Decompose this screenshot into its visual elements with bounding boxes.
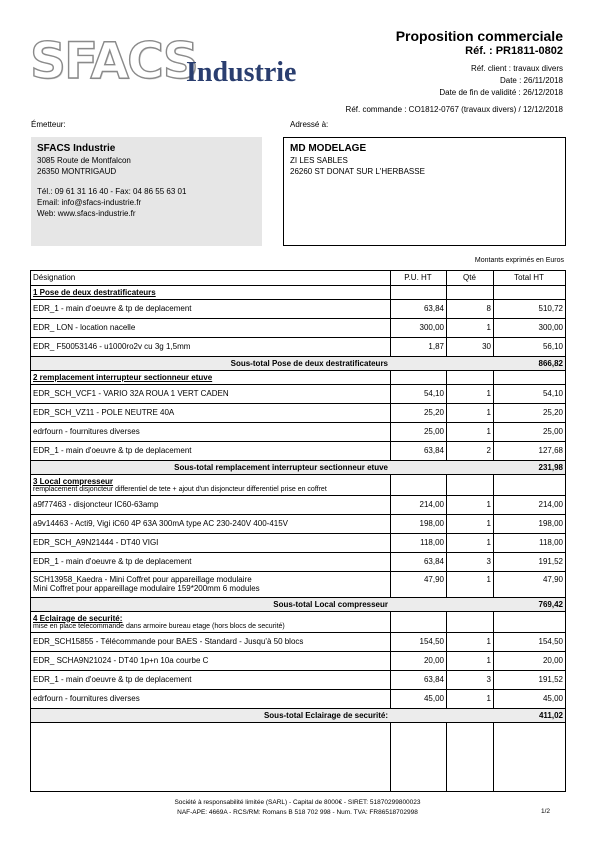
section-title: 3 Local compresseur [33,476,114,486]
section-heading-row [31,611,565,632]
item-quantity: 8 [446,299,493,318]
subtotal-label: Sous-total Eclairage de securité: [31,708,390,722]
item-total: 300,00 [493,318,565,337]
subtotal-row [31,708,565,722]
subtotal-value: 866,82 [493,356,565,370]
table-row [31,318,565,337]
table-header-row [31,271,565,285]
section-title: 2 remplacement interrupteur sectionneur etuve [31,370,390,384]
item-designation: EDR_SCH_VZ11 - POLE NEUTRE 40A [31,403,390,422]
subtotal-label: Sous-total remplacement interrupteur sectionneur etuve [31,460,390,474]
item-unit-price: 198,00 [390,514,446,533]
section-title: 1 Pose de deux destratificateurs [31,285,390,299]
item-designation: edrfourn - fournitures diverses [31,422,390,441]
validity-date: Date de fin de validité : 26/12/2018 [439,88,563,97]
document-header [243,28,563,116]
items-table [30,270,566,792]
item-total: 20,00 [493,651,565,670]
item-unit-price: 63,84 [390,299,446,318]
item-unit-price: 63,84 [390,670,446,689]
recipient-address-line: ZI LES SABLES [290,156,348,165]
item-designation: EDR_SCH15855 - Télécommande pour BAES - Standard - Jusqu'à 50 blocs [31,632,390,651]
item-designation: EDR_ LON - location nacelle [31,318,390,337]
item-designation: EDR_1 - main d'oeuvre & tp de deplacement [31,552,390,571]
header-quantity: Qté [446,271,493,285]
table-row [31,422,565,441]
item-unit-price: 118,00 [390,533,446,552]
item-designation-detail: Mini Coffret pour appareillage modulaire 159*200mm 6 modules [33,584,260,593]
table-row [31,571,565,597]
section-title: 4 Eclairage de securité: [33,613,123,623]
item-quantity: 1 [446,403,493,422]
item-designation: EDR_SCH_VCF1 - VARIO 32A ROUA 1 VERT CADEN [31,384,390,403]
header-unit-price: P.U. HT [390,271,446,285]
item-total: 191,52 [493,552,565,571]
emitter-address-line: 26350 MONTRIGAUD [37,167,117,176]
table-row [31,533,565,552]
item-designation: a9v14463 - Acti9, Vigi iC60 4P 63A 300mA type AC 230-240V 400-415V [31,514,390,533]
item-designation: EDR_1 - main d'oeuvre & tp de deplacement [31,299,390,318]
emitter-phone: Tél.: 09 61 31 16 40 - Fax: 04 86 55 63 01 [37,187,187,196]
item-total: 198,00 [493,514,565,533]
section-heading-row [31,474,565,495]
item-total: 25,00 [493,422,565,441]
header-designation: Désignation [31,271,390,285]
logo-sub-text: Industrie [186,57,297,88]
item-quantity: 1 [446,318,493,337]
header-total: Total HT [493,271,565,285]
recipient-address-line: 26260 ST DONAT SUR L'HERBASSE [290,167,425,176]
footer-line: NAF-APE: 4669A - RCS/RM: Romans B 518 702 998 - Num. TVA: FR86518702998 [177,809,418,816]
item-total: 25,20 [493,403,565,422]
emitter-box [31,137,262,246]
item-total: 510,72 [493,299,565,318]
item-designation: EDR_1 - main d'oeuvre & tp de deplacement [31,670,390,689]
section-heading-row [31,370,565,384]
item-quantity: 1 [446,533,493,552]
item-unit-price: 25,00 [390,422,446,441]
item-quantity: 1 [446,632,493,651]
section-heading-row [31,285,565,299]
emitter-email: Email: info@sfacs-industrie.fr [37,198,142,207]
currency-note: Montants exprimés en Euros [474,257,564,264]
item-unit-price: 25,20 [390,403,446,422]
recipient-label: Adressé à: [290,120,329,129]
document-date: Date : 26/11/2018 [499,76,563,85]
table-row [31,651,565,670]
page-number: 1/2 [540,808,550,815]
section-note: mise en place telecommande dans armoire bureau etage (hors blocs de securité) [33,622,285,630]
table-row [31,514,565,533]
legal-footer [0,798,595,818]
emitter-name: SFACS Industrie [37,143,116,154]
item-unit-price: 45,00 [390,689,446,708]
item-quantity: 1 [446,384,493,403]
item-total: 154,50 [493,632,565,651]
document-reference: Réf. : PR1811-0802 [465,45,563,57]
recipient-box [283,137,566,246]
subtotal-value: 411,02 [493,708,565,722]
client-reference: Réf. client : travaux divers [470,64,563,73]
item-designation: EDR_ SCHA9N21024 - DT40 1p+n 10a courbe C [31,651,390,670]
item-quantity: 1 [446,495,493,514]
item-total: 54,10 [493,384,565,403]
table-row [31,337,565,356]
item-unit-price: 214,00 [390,495,446,514]
subtotal-value: 231,98 [493,460,565,474]
table-row [31,689,565,708]
item-total: 118,00 [493,533,565,552]
item-designation: a9f77463 - disjoncteur IC60-63amp [31,495,390,514]
item-unit-price: 54,10 [390,384,446,403]
item-designation: EDR_1 - main d'oeuvre & tp de deplacement [31,441,390,460]
item-designation: SCH13958_Kaedra - Mini Coffret pour appareillage modulaire [33,575,252,584]
emitter-address-line: 3085 Route de Montfalcon [37,156,131,165]
table-row [31,299,565,318]
table-row [31,403,565,422]
item-unit-price: 63,84 [390,552,446,571]
subtotal-row [31,597,565,611]
table-row [31,632,565,651]
item-quantity: 1 [446,422,493,441]
item-unit-price: 300,00 [390,318,446,337]
item-total: 47,90 [493,571,565,597]
item-total: 127,68 [493,441,565,460]
order-reference: Réf. commande : CO1812-0767 (travaux divers) / 12/12/2018 [345,105,563,114]
section-note: remplacement disjoncteur differentiel de tete + ajout d'un disjoncteur differentiel prise en coffret [33,485,327,493]
item-unit-price: 20,00 [390,651,446,670]
item-unit-price: 154,50 [390,632,446,651]
emitter-label: Émetteur: [31,120,66,129]
table-row [31,552,565,571]
item-quantity: 1 [446,689,493,708]
document-title: Proposition commerciale [395,28,563,44]
item-unit-price: 1,87 [390,337,446,356]
item-quantity: 1 [446,571,493,597]
table-row [31,495,565,514]
subtotal-label: Sous-total Local compresseur [31,597,390,611]
logo-main-text: SFACS [30,32,197,90]
table-row [31,441,565,460]
item-unit-price: 63,84 [390,441,446,460]
item-quantity: 1 [446,651,493,670]
item-quantity: 3 [446,670,493,689]
item-quantity: 1 [446,514,493,533]
item-total: 56,10 [493,337,565,356]
subtotal-label: Sous-total Pose de deux destratificateurs [31,356,390,370]
subtotal-row [31,460,565,474]
item-designation: EDR_SCH_A9N21444 - DT40 VIGI [31,533,390,552]
table-row [31,384,565,403]
item-unit-price: 47,90 [390,571,446,597]
item-total: 214,00 [493,495,565,514]
item-quantity: 30 [446,337,493,356]
item-total: 191,52 [493,670,565,689]
item-quantity: 3 [446,552,493,571]
table-row [31,670,565,689]
item-designation: EDR_ F50053146 - u1000ro2v cu 3g 1,5mm [31,337,390,356]
item-quantity: 2 [446,441,493,460]
item-total: 45,00 [493,689,565,708]
subtotal-row [31,356,565,370]
recipient-name: MD MODELAGE [290,143,367,154]
subtotal-value: 769,42 [493,597,565,611]
emitter-website: Web: www.sfacs-industrie.fr [37,209,136,218]
footer-line: Société à responsabilité limitée (SARL) - Capital de 8000€ - SIRET: 51870299800023 [174,799,421,806]
item-designation: edrfourn - fournitures diverses [31,689,390,708]
